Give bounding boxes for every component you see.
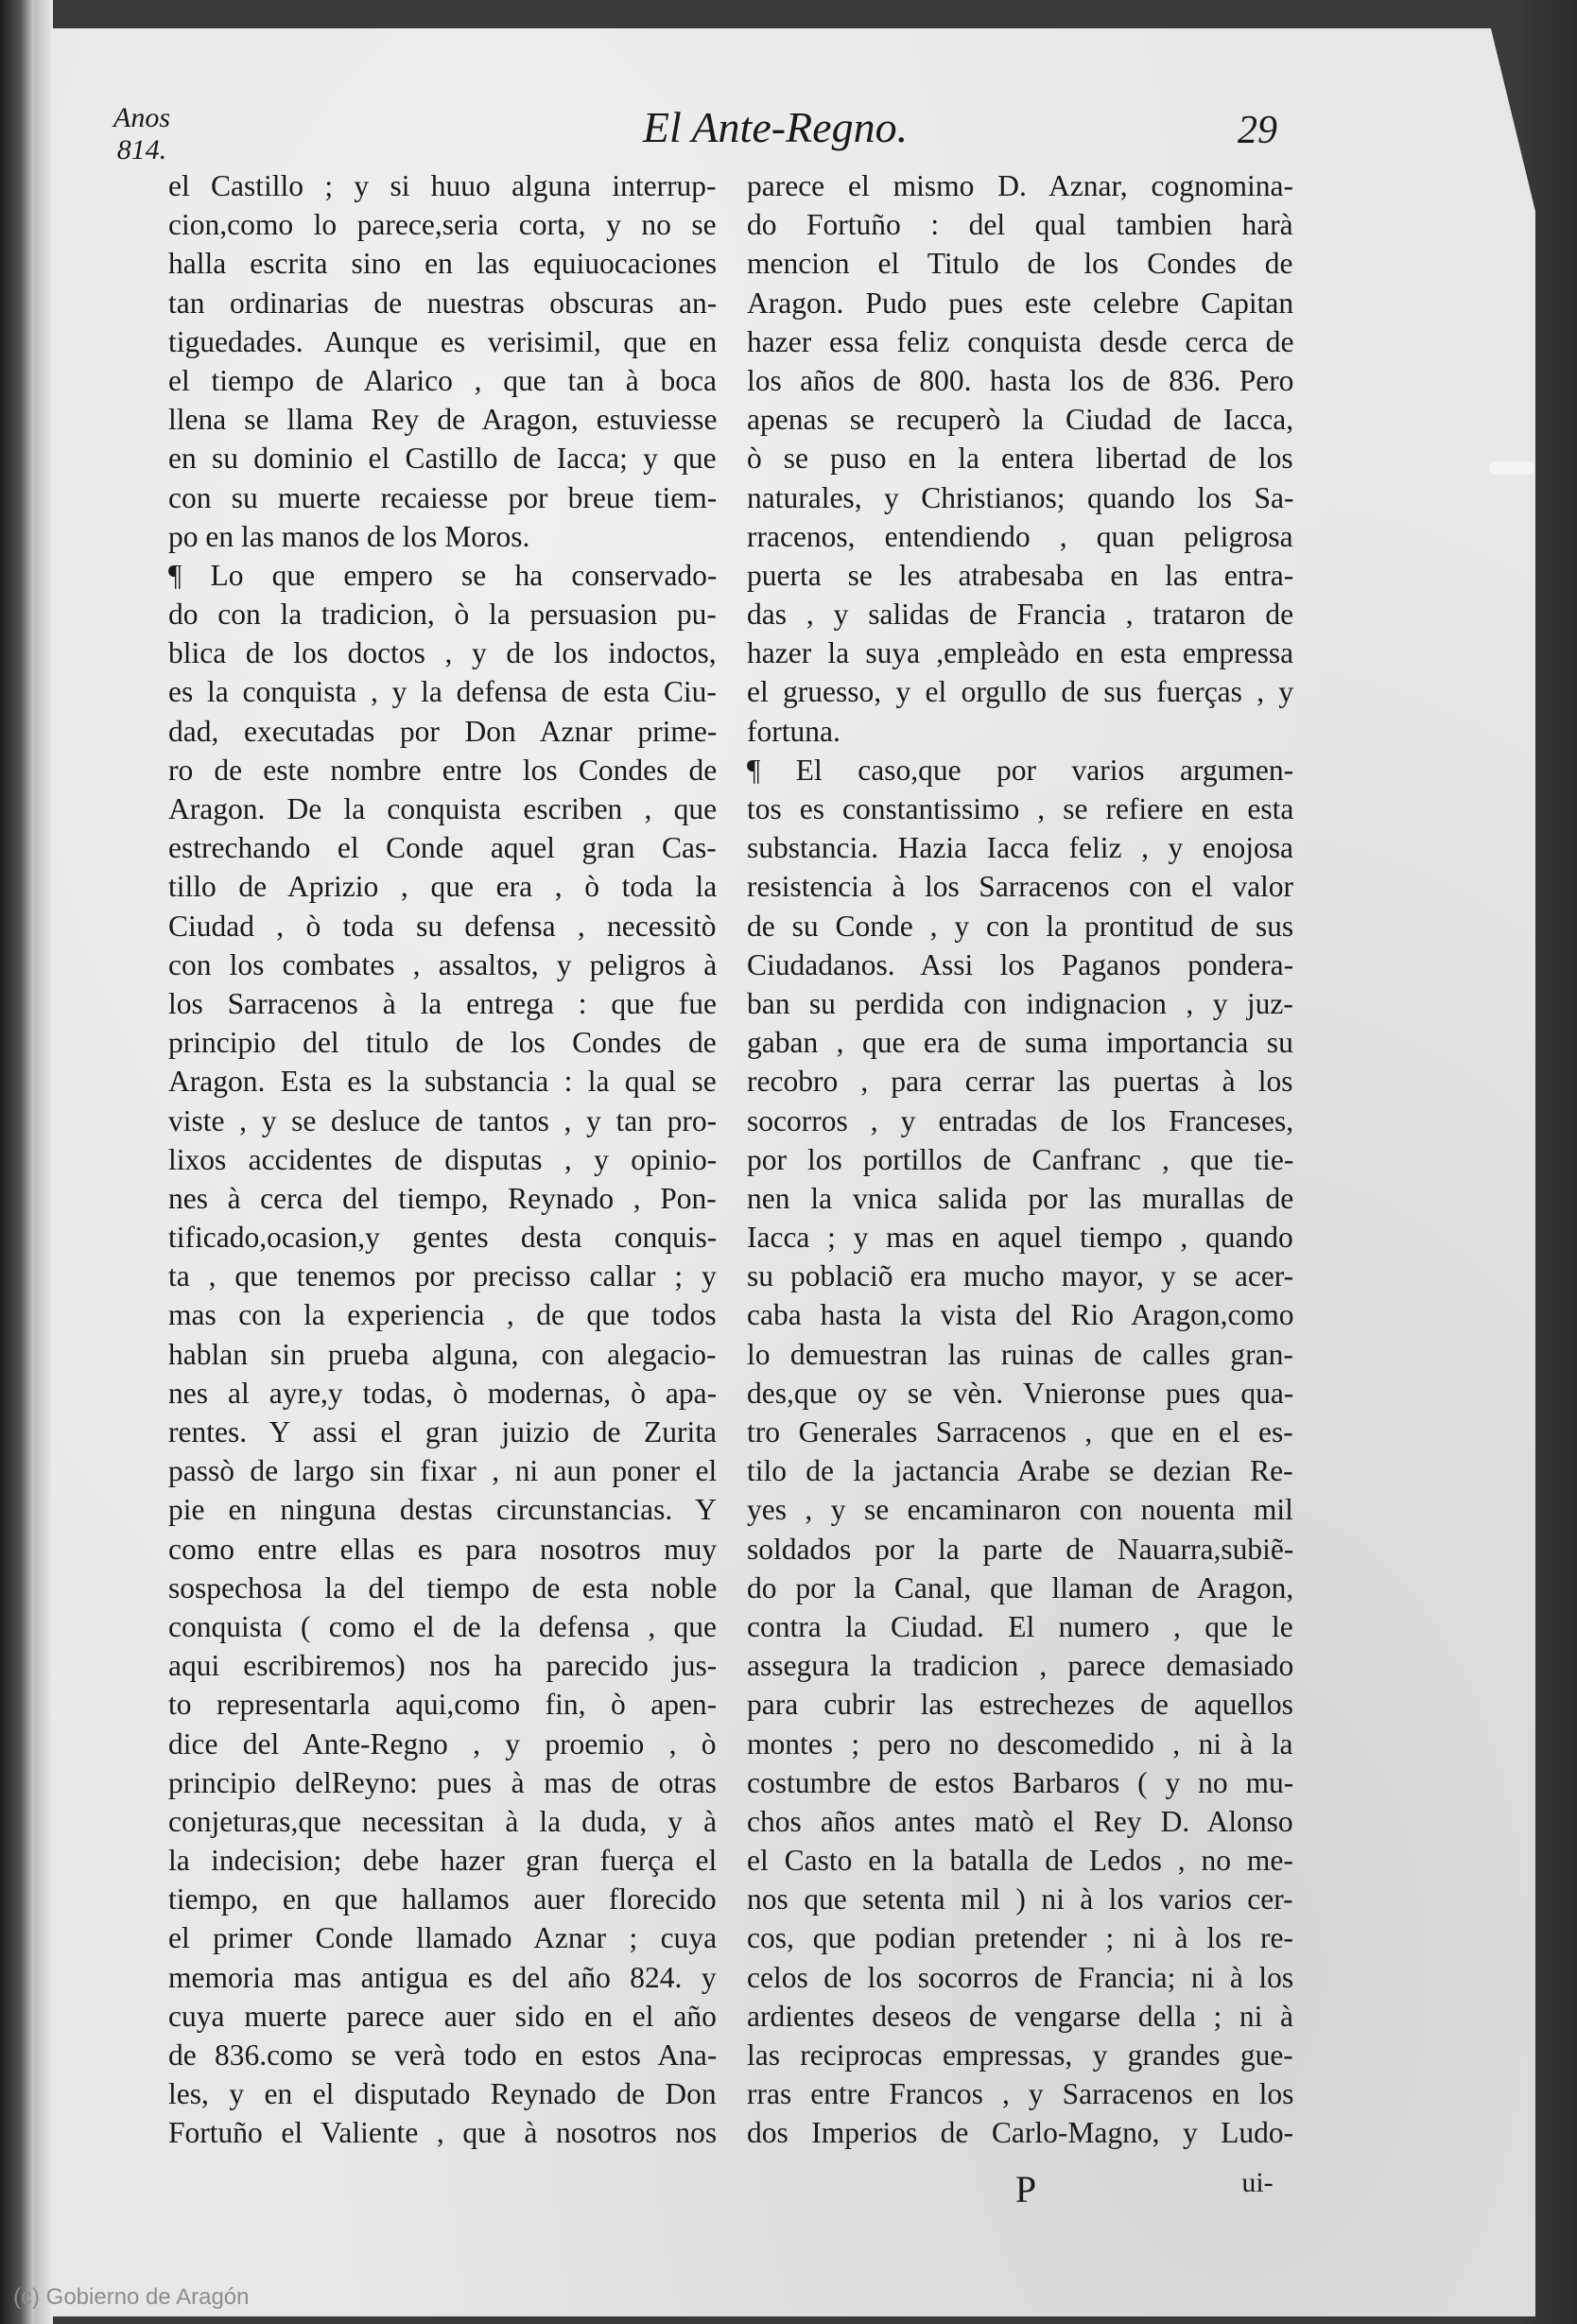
text-line: es la conquista , y la defensa de esta Ciu- bbox=[168, 675, 717, 709]
text-line: estrechando el Conde aquel gran Cas- bbox=[168, 831, 717, 865]
text-line: hazer essa feliz conquista desde cerca de bbox=[747, 324, 1294, 358]
text-line: Ciudadanos. Assi los Paganos pondera- bbox=[747, 947, 1294, 981]
text-line: nen la vnica salida por las murallas de bbox=[747, 1181, 1294, 1215]
text-line: po en las manos de los Moros. bbox=[168, 519, 530, 553]
marginal-year-note bbox=[95, 102, 189, 166]
text-line: do por la Canal, que llaman de Aragon, bbox=[747, 1570, 1294, 1604]
text-line: passò de largo sin fixar , ni aun poner el bbox=[168, 1454, 718, 1488]
text-line: conjeturas,que necessitan à la duda, y à bbox=[168, 1804, 718, 1838]
text-line: con los combates , assaltos, y peligros à bbox=[168, 947, 718, 981]
text-line: do con la tradicion, ò la persuasion pu- bbox=[168, 598, 717, 632]
text-line: celos de los socorros de Francia; ni à los bbox=[747, 1960, 1294, 1994]
text-line: yes , y se encaminaron con nouenta mil bbox=[747, 1493, 1293, 1527]
text-line: Aragon. Esta es la substancia : la qual se bbox=[168, 1065, 717, 1099]
text-line: assegura la tradicion , parece demasiado bbox=[747, 1649, 1294, 1683]
margin-note-line: Anos bbox=[113, 102, 170, 133]
text-line: el primer Conde llamado Aznar ; cuya bbox=[168, 1921, 718, 1955]
text-line: halla escrita sino en las equiuocaciones bbox=[168, 247, 718, 281]
text-line: ro de este nombre entre los Condes de bbox=[168, 753, 718, 787]
text-line: aqui escribiremos) nos ha parecido jus- bbox=[168, 1649, 718, 1683]
text-line: hazer la suya ,empleàdo en esta empressa bbox=[747, 636, 1294, 670]
text-line: el Castillo ; y si huuo alguna interrup- bbox=[168, 169, 717, 202]
text-line: to representarla aqui,como fin, ò apen- bbox=[168, 1688, 718, 1722]
paper-tear bbox=[1489, 461, 1534, 475]
text-line: Iacca ; y mas en aquel tiempo , quando bbox=[747, 1221, 1293, 1255]
text-line: nes à cerca del tiempo, Reynado , Pon- bbox=[168, 1181, 717, 1215]
previous-page-edge bbox=[34, 0, 53, 2324]
text-line: tan ordinarias de nuestras obscuras an- bbox=[168, 286, 718, 320]
running-title: El Ante-Regno. bbox=[642, 103, 909, 151]
text-line: substancia. Hazia Iacca feliz , y enojosa bbox=[747, 831, 1294, 865]
text-line: parece el mismo D. Aznar, cognomina- bbox=[747, 169, 1293, 202]
text-line: Ciudad , ò toda su defensa , necessitò bbox=[168, 909, 717, 943]
text-line: nes al ayre,y todas, ò modernas, ò apa- bbox=[168, 1376, 718, 1410]
text-line: soldados por la parte de Nauarra,subiẽ- bbox=[747, 1532, 1294, 1566]
text-line: Aragon. Pudo pues este celebre Capitan bbox=[747, 286, 1294, 320]
text-line: contra la Ciudad. El numero , que le bbox=[747, 1609, 1293, 1643]
text-line: apenas se recuperò la Ciudad de Iacca, bbox=[747, 403, 1294, 437]
text-line: conquista ( como el de la defensa , que bbox=[168, 1609, 717, 1643]
text-line: montes ; pero no descomedido , ni à la bbox=[747, 1726, 1293, 1760]
text-line: recobro , para cerrar las puertas à los bbox=[747, 1065, 1293, 1099]
text-line: lixos accidentes de disputas , y opinio- bbox=[168, 1142, 718, 1176]
text-line: las reciprocas empressas, y grandes gue- bbox=[747, 2038, 1293, 2072]
binding-edge bbox=[0, 0, 34, 2324]
text-line: el gruesso, y el orgullo de sus fuerças , y bbox=[747, 675, 1294, 709]
text-line: ta , que tenemos por precisso callar ; y bbox=[168, 1259, 717, 1293]
text-line: tiguedades. Aunque es verisimil, que en bbox=[168, 324, 718, 358]
text-line: Fortuño el Valiente , que à nosotros nos bbox=[168, 2116, 718, 2150]
text-line: hablan sin prueba alguna, con alegacio- bbox=[168, 1337, 717, 1371]
right-text-column bbox=[747, 166, 1293, 2153]
text-line: socorros , y entradas de los Franceses, bbox=[747, 1103, 1294, 1137]
text-line: en su dominio el Castillo de Iacca; y que bbox=[168, 442, 717, 476]
text-line: cos, que podian pretender ; ni à los re- bbox=[747, 1921, 1293, 1955]
text-line: tro Generales Sarracenos , que en el es- bbox=[747, 1415, 1293, 1448]
text-line: dice del Ante-Regno , y proemio , ò bbox=[168, 1726, 717, 1760]
text-line: chos años antes matò el Rey D. Alonso bbox=[747, 1804, 1293, 1838]
text-line: das , y salidas de Francia , trataron de bbox=[747, 598, 1294, 632]
text-line: caba hasta la vista del Rio Aragon,como bbox=[747, 1298, 1294, 1332]
text-line: puerta se les atrabesaba en las entra- bbox=[747, 558, 1294, 592]
text-line: rracenos, entendiendo , quan peligrosa bbox=[747, 519, 1293, 553]
signature-mark: P bbox=[1014, 2168, 1037, 2211]
text-line: principio del titulo de los Condes de bbox=[168, 1026, 717, 1060]
text-line: resistencia à los Sarracenos con el valor bbox=[747, 870, 1294, 904]
text-line: pie en ninguna destas circunstancias. Y bbox=[168, 1493, 717, 1527]
text-line: ¶ El caso,que por varios argumen- bbox=[747, 753, 1294, 787]
text-line: llena se llama Rey de Aragon, estuviesse bbox=[168, 403, 718, 437]
text-line: de su Conde , y con la prontitud de sus bbox=[747, 909, 1294, 943]
text-line: tillo de Aprizio , que era , ò toda la bbox=[168, 870, 718, 904]
text-line: para cubrir las estrechezes de aquellos bbox=[747, 1688, 1293, 1722]
text-line: des,que oy se vèn. Vnieronse pues qua- bbox=[747, 1376, 1294, 1410]
text-line: tos es constantissimo , se refiere en esta bbox=[747, 792, 1294, 825]
catchword: ui- bbox=[1241, 2167, 1274, 2198]
text-line: ardientes deseos de vengarse della ; ni à bbox=[747, 1999, 1293, 2033]
text-line: dos Imperios de Carlo-Magno, y Ludo- bbox=[747, 2116, 1294, 2150]
text-line: sospechosa la del tiempo de esta noble bbox=[168, 1570, 718, 1604]
text-line: memoria mas antigua es del año 824. y bbox=[168, 1960, 717, 1994]
text-line: viste , y se desluce de tantos , y tan pro- bbox=[168, 1103, 718, 1137]
text-line: costumbre de estos Barbaros ( y no mu- bbox=[747, 1765, 1294, 1799]
text-line: lo demuestran las ruinas de calles gran- bbox=[747, 1337, 1293, 1371]
text-line: el tiempo de Alarico , que tan à boca bbox=[168, 363, 717, 397]
text-line: Aragon. De la conquista escriben , que bbox=[168, 792, 718, 825]
left-text-column bbox=[168, 166, 717, 2153]
text-line: el Casto en la batalla de Ledos , no me- bbox=[747, 1844, 1293, 1878]
text-line: los años de 800. hasta los de 836. Pero bbox=[747, 363, 1294, 397]
text-line: tificado,ocasion,y gentes desta conquis- bbox=[168, 1221, 718, 1255]
text-line: mas con la experiencia , de que todos bbox=[168, 1298, 717, 1332]
text-line: blica de los doctos , y de los indoctos, bbox=[168, 636, 717, 670]
text-line: los Sarracenos à la entrega : que fue bbox=[168, 986, 717, 1020]
text-line: de 836.como se verà todo en estos Ana- bbox=[168, 2038, 718, 2072]
text-line: tilo de la jactancia Arabe se dezian Re- bbox=[747, 1454, 1293, 1488]
page-number: 29 bbox=[1238, 109, 1277, 152]
text-line: ban su perdida con indignacion , y juz- bbox=[747, 986, 1293, 1020]
text-line: su poblaciõ era mucho mayor, y se acer- bbox=[747, 1259, 1294, 1293]
text-line: ¶ Lo que empero se ha conservado- bbox=[168, 558, 718, 592]
text-line: naturales, y Christianos; quando los Sa- bbox=[747, 480, 1294, 514]
margin-note-line: 814. bbox=[116, 134, 167, 165]
text-line: mencion el Titulo de los Condes de bbox=[747, 247, 1293, 281]
text-line: nos que setenta mil ) ni à los varios cer- bbox=[747, 1882, 1293, 1916]
copyright-watermark: (c) Gobierno de Aragón bbox=[13, 2284, 250, 2310]
text-line: gaban , que era de suma importancia su bbox=[747, 1026, 1293, 1060]
text-line: principio delReyno: pues à mas de otras bbox=[168, 1765, 717, 1799]
text-line: con su muerte recaiesse por breue tiem- bbox=[168, 480, 718, 514]
text-line: cion,como lo parece,seria corta, y no se bbox=[168, 208, 717, 242]
text-line: la indecision; debe hazer gran fuerça el bbox=[168, 1844, 718, 1878]
text-line: rras entre Francos , y Sarracenos en los bbox=[747, 2077, 1294, 2111]
text-line: tiempo, en que hallamos auer florecido bbox=[168, 1882, 717, 1916]
text-line: como entre ellas es para nosotros muy bbox=[168, 1532, 718, 1566]
text-line: ò se puso en la entera libertad de los bbox=[747, 442, 1293, 476]
text-line: dad, executadas por Don Aznar prime- bbox=[168, 714, 718, 748]
text-line: cuya muerte parece auer sido en el año bbox=[168, 1999, 717, 2033]
text-line: fortuna. bbox=[747, 714, 840, 748]
text-line: por los portillos de Canfranc , que tie- bbox=[747, 1142, 1294, 1176]
text-line: do Fortuño : del qual tambien harà bbox=[747, 208, 1293, 242]
text-line: les, y en el disputado Reynado de Don bbox=[168, 2077, 717, 2111]
text-line: rentes. Y assi el gran juizio de Zurita bbox=[168, 1415, 718, 1448]
